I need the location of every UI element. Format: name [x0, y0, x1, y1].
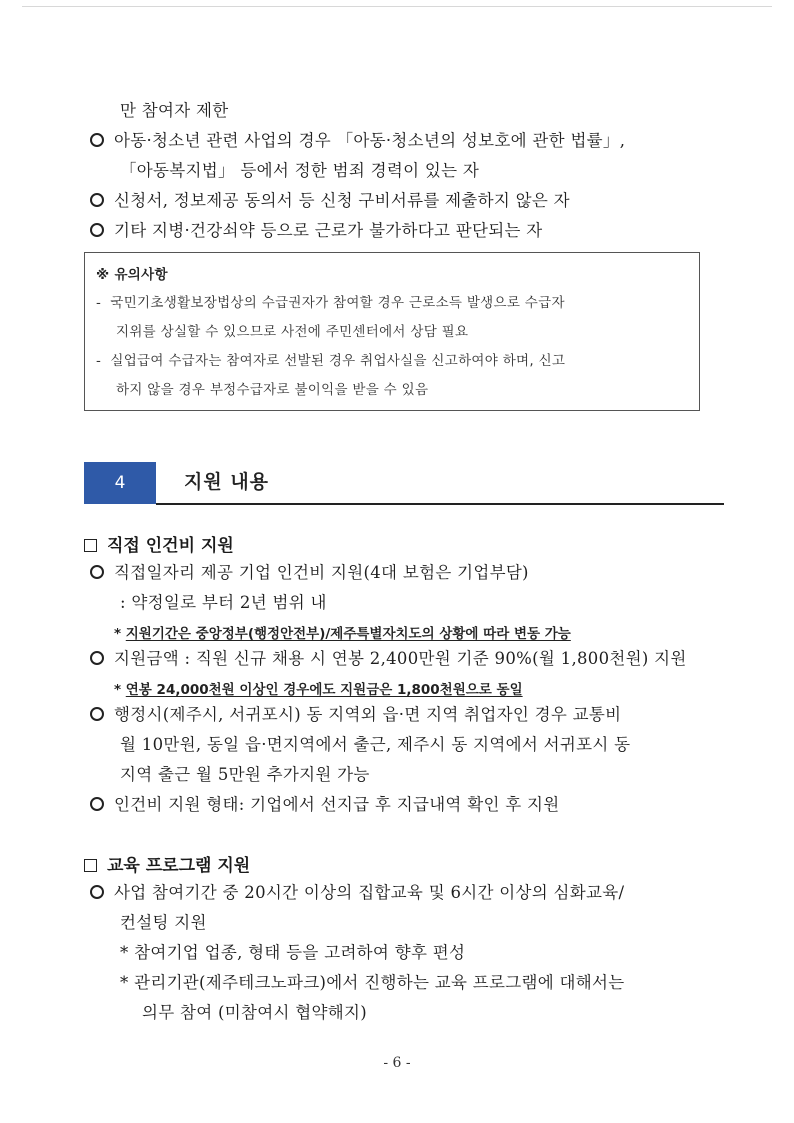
- circle-bullet-icon: [90, 651, 104, 665]
- list-item-sub: : 약정일로 부터 2년 범위 내: [120, 593, 327, 612]
- circle-bullet-icon: [90, 565, 104, 579]
- underlined-note: * 지원기간은 중앙정부(행정안전부)/제주특별자치도의 상황에 따라 변동 가능: [114, 626, 571, 642]
- notice-title: ※ 유의사항: [96, 267, 168, 283]
- list-item-cont: 컨설팅 지원: [120, 913, 207, 932]
- page-number: - 6 -: [383, 1055, 411, 1071]
- underlined-note: * 연봉 24,000천원 이상인 경우에도 지원금은 1,800천원으로 동일: [114, 682, 523, 698]
- square-bullet-icon: [84, 539, 97, 552]
- circle-bullet-icon: [90, 707, 104, 721]
- heading-education: 교육 프로그램 지원: [84, 851, 250, 876]
- list-item: 인건비 지원 형태: 기업에서 선지급 후 지급내역 확인 후 지원: [90, 794, 560, 816]
- list-item: 행정시(제주시, 서귀포시) 동 지역외 읍·면 지역 취업자인 경우 교통비: [90, 704, 621, 726]
- section-title: 지원 내용: [184, 471, 270, 493]
- notice-line: - 실업급여 수급자는 참여자로 선발된 경우 취업사실을 신고하여야 하며, 신고: [96, 353, 566, 369]
- top-divider: [22, 6, 772, 7]
- list-item-cont: 지역 출근 월 5만원 추가지원 가능: [120, 765, 370, 784]
- square-bullet-icon: [84, 859, 97, 872]
- section-number: 4: [84, 462, 156, 504]
- list-item: 직접일자리 제공 기업 인건비 지원(4대 보험은 기업부담): [90, 562, 529, 584]
- circle-bullet-icon: [90, 223, 104, 237]
- circle-bullet-icon: [90, 193, 104, 207]
- list-item: 사업 참여기간 중 20시간 이상의 집합교육 및 6시간 이상의 심화교육/: [90, 882, 624, 904]
- edu-note: * 참여기업 업종, 형태 등을 고려하여 향후 편성: [120, 943, 466, 962]
- notice-line: - 국민기초생활보장법상의 수급권자가 참여할 경우 근로소득 발생으로 수급자: [96, 295, 565, 311]
- list-item: 신청서, 정보제공 동의서 등 신청 구비서류를 제출하지 않은 자: [90, 190, 570, 212]
- list-item: 지원금액 : 직원 신규 채용 시 연봉 2,400만원 기준 90%(월 1,800천원) 지원: [90, 648, 687, 670]
- notice-line: 하지 않을 경우 부정수급자로 불이익을 받을 수 있음: [116, 382, 429, 398]
- notice-line: 지위를 상실할 수 있으므로 사전에 주민센터에서 상담 필요: [116, 324, 469, 340]
- edu-note-cont: 의무 참여 (미참여시 협약해지): [142, 1003, 367, 1022]
- circle-bullet-icon: [90, 885, 104, 899]
- heading-labor: 직접 인건비 지원: [84, 531, 234, 556]
- list-item: 아동·청소년 관련 사업의 경우 「아동·청소년의 성보호에 관한 법률」,: [90, 130, 625, 152]
- list-item-cont: 「아동복지법」 등에서 정한 범죄 경력이 있는 자: [120, 161, 480, 180]
- line-restriction-cont: 만 참여자 제한: [120, 101, 229, 120]
- circle-bullet-icon: [90, 133, 104, 147]
- circle-bullet-icon: [90, 797, 104, 811]
- list-item: 기타 지병·건강쇠약 등으로 근로가 불가하다고 판단되는 자: [90, 220, 543, 242]
- list-item-cont: 월 10만원, 동일 읍·면지역에서 출근, 제주시 동 지역에서 서귀포시 동: [120, 735, 631, 754]
- edu-note: * 관리기관(제주테크노파크)에서 진행하는 교육 프로그램에 대해서는: [120, 973, 625, 992]
- section-underline: [156, 503, 724, 505]
